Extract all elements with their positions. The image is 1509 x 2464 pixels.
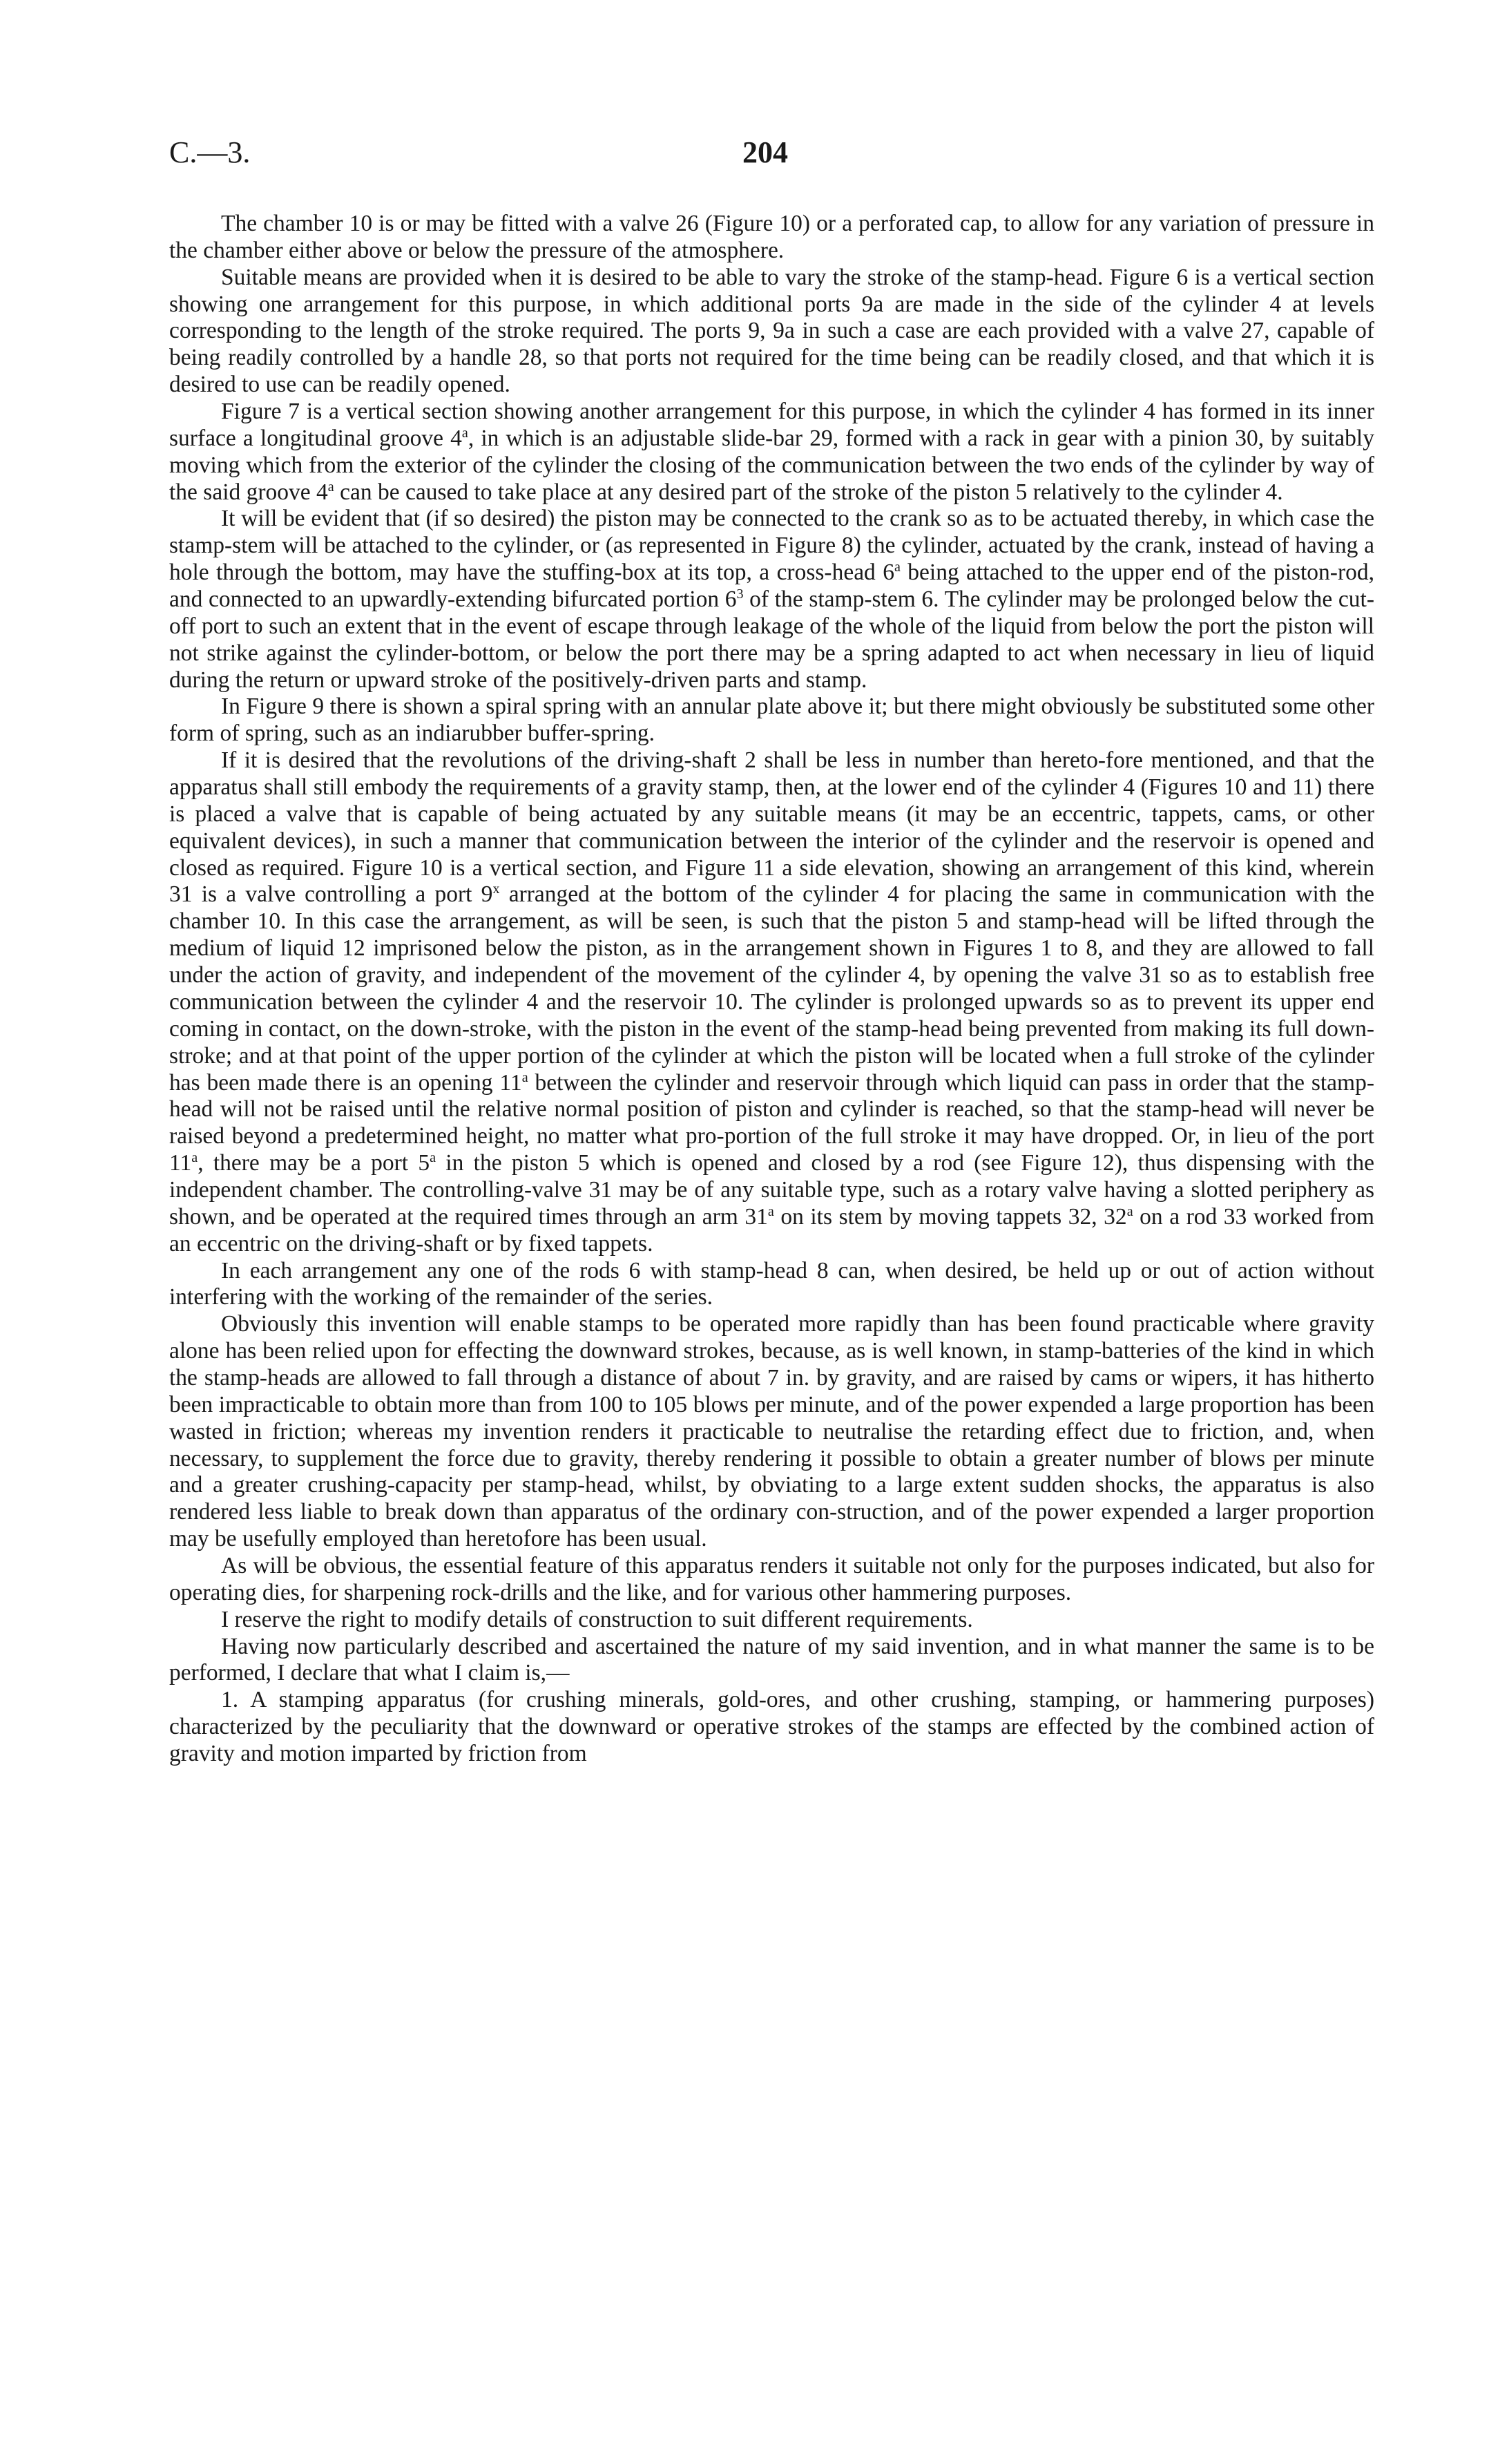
text-segment: The chamber 10 is or may be fitted with a valve 26 (Figure 10) or a perforated cap, to allow for any variation of pressure in the chamber either above or below the pressure of the atmosphere.: [169, 211, 1374, 263]
document-reference: C.—3.: [169, 135, 251, 169]
text-segment: As will be obvious, the essential feature of this apparatus renders it suitable not only for the purposes indicated, but also for operating dies, for sharpening rock-drills and the like, and for various other hammering purposes.: [169, 1552, 1374, 1605]
paragraph: [169, 1634, 1374, 1688]
text-segment: being attached to the upper end of the piston-rod, and connected to an upwardly-extending bifurcated portion 6: [169, 560, 1374, 613]
page-header: [169, 135, 1374, 190]
superscript: a: [1126, 1203, 1133, 1219]
paragraph: [169, 747, 1374, 1257]
paragraph: [169, 694, 1374, 747]
paragraph: [169, 1311, 1374, 1553]
superscript: a: [521, 1069, 528, 1085]
page-number: 204: [742, 135, 788, 169]
text-segment: can be caused to take place at any desired part of the stroke of the piston 5 relatively to the cylinder 4.: [334, 479, 1283, 505]
paragraph: [169, 506, 1374, 694]
text-segment: Suitable means are provided when it is desired to be able to vary the stroke of the stamp-head. Figure 6 is a vertical section showing one arrangement for this purpose, in which additional ports 9a are made in the side of the cylinder 4 at levels corresponding to the length of the stroke required. The ports 9, 9a in such a case are each provided with a valve 27, capable of being readily controlled by a handle 28, so that ports not required for the time being can be readily closed, and that which it is desired to use can be readily opened.: [169, 264, 1374, 398]
text-segment: In Figure 9 there is shown a spiral spring with an annular plate above it; but there might obviously be substituted some other form of spring, such as an indiarubber buffer-spring.: [169, 694, 1374, 747]
superscript: 3: [736, 586, 744, 602]
text-segment: of the stamp-stem 6. The cylinder may be prolonged below the cut-off port to such an extent that in the event of escape through leakage of the whole of the liquid from below the port the piston will not strike against the cylinder-bottom, or below the port there may be a spring adapted to act when necessary in lieu of liquid during the return or upward stroke of the positively-driven parts and stamp.: [169, 586, 1374, 693]
text-segment: Figure 7 is a vertical section showing another arrangement for this purpose, in which the cylinder 4 has formed in its inner surface a longitudinal groove 4: [169, 399, 1374, 451]
paragraph: [169, 1258, 1374, 1312]
text-segment: Obviously this invention will enable stamps to be operated more rapidly than has been found practicable where gravity alone has been relied upon for effecting the downward strokes, because, as is well known, in stamp-batteries of the kind in which the stamp-heads are allowed to fall through a distance of about 7 in. by gravity, and are raised by cams or wipers, it has hitherto been impracticable to obtain more than from 100 to 105 blows per minute, and of the power expended a large proportion has been wasted in friction; whereas my invention renders it practicable to neutralise the retarding effect due to friction, and, when necessary, to supplement the force due to gravity, thereby rendering it possible to obtain a greater number of blows per minute and a greater crushing-capacity per stamp-head, whilst, by obviating to a large extent sudden shocks, the apparatus is also rendered less liable to break down than apparatus of the ordinary con-struction, and of the power expended a larger proportion may be usefully employed than heretofore has been usual.: [169, 1311, 1374, 1552]
superscript: a: [191, 1149, 198, 1165]
text-segment: , there may be a port 5: [198, 1150, 430, 1176]
paragraph: [169, 1553, 1374, 1607]
text-segment: between the cylinder and reservoir through which liquid can pass in order that the stamp-head will not be raised until the relative normal position of piston and cylinder is reached, so that the stamp-head will never be raised beyond a predetermined height, no matter what pro-portion of the full stroke it may have dropped. Or, in lieu of the port 11: [169, 1069, 1374, 1176]
paragraph: [169, 211, 1374, 265]
text-segment: on a rod 33 worked from an eccentric on the driving-shaft or by fixed tappets.: [169, 1203, 1374, 1257]
superscript: a: [430, 1149, 436, 1165]
text-segment: I reserve the right to modify details of construction to suit different requirements.: [221, 1606, 973, 1632]
text-segment: In each arrangement any one of the rods 6 with stamp-head 8 can, when desired, be held up or out of action without interfering with the working of the remainder of the series.: [169, 1257, 1374, 1310]
text-segment: arranged at the bottom of the cylinder 4 for placing the same in communication with the chamber 10. In this case the arrangement, as will be seen, is such that the piston 5 and stamp-head will be lifted through the medium of liquid 12 imprisoned below the piston, as in the arrangement shown in Figures 1 to 8, and they are allowed to fall under the action of gravity, and independent of the movement of the cylinder 4, by opening the valve 31 so as to establish free communication between the cylinder 4 and the reservoir 10. The cylinder is prolonged upwards so as to prevent its upper end coming in contact, on the down-stroke, with the piston in the event of the stamp-head being prevented from making its full down-stroke; and at that point of the upper portion of the cylinder at which the piston will be located when a full stroke of the cylinder has been made there is an opening 11: [169, 881, 1374, 1096]
text-segment: It will be evident that (if so desired) the piston may be connected to the crank so as to be actuated thereby, in which case the stamp-stem will be attached to the cylinder, or (as represented in Figure 8) the cylinder, actuated by the crank, instead of having a hole through the bottom, may have the stuffing-box at its top, a cross-head 6: [169, 506, 1374, 586]
paragraph: [169, 399, 1374, 506]
text-segment: on its stem by moving tappets 32, 32: [773, 1203, 1127, 1230]
paragraph: [169, 1687, 1374, 1768]
text-segment: 1. A stamping apparatus (for crushing minerals, gold-ores, and other crushing, stamping, or hammering purposes) characterized by the peculiarity that the downward or operative strokes of the stamps are effected by the combined action of gravity and motion imparted by friction from: [169, 1687, 1374, 1766]
paragraph: [169, 1607, 1374, 1634]
paragraph: [169, 265, 1374, 399]
superscript: a: [767, 1203, 774, 1219]
superscript: a: [894, 560, 901, 575]
superscript: x: [492, 881, 500, 897]
text-segment: in the piston 5 which is opened and closed by a rod (see Figure 12), thus dispensing with the independent chamber. The controlling-valve 31 may be of any suitable type, such as a rotary valve having a slotted periphery as shown, and be operated at the required times through an arm 31: [169, 1150, 1375, 1230]
text-segment: , in which is an adjustable slide-bar 29, formed with a rack in gear with a pinion 30, by suitably moving which from the exterior of the cylinder the closing of the communication between the two ends of the cylinder by way of the said groove 4: [169, 425, 1374, 505]
body-text: [169, 211, 1374, 1768]
text-segment: If it is desired that the revolutions of the driving-shaft 2 shall be less in number than hereto-fore mentioned, and that the apparatus shall still embody the requirements of a gravity stamp, then, at the lower end of the cylinder 4 (Figures 10 and 11) there is placed a valve that is capable of being actuated by any suitable means (it may be an eccentric, tappets, cams, or other equivalent devices), in such a manner that communication between the interior of the cylinder and the reservoir is opened and closed as required. Figure 10 is a vertical section, and Figure 11 a side elevation, showing an arrangement of this kind, wherein 31 is a valve controlling a port 9: [169, 747, 1374, 908]
superscript: a: [327, 479, 334, 495]
text-segment: Having now particularly described and ascertained the nature of my said invention, and in what manner the same is to be performed, I declare that what I claim is,—: [169, 1633, 1374, 1686]
superscript: a: [461, 425, 468, 441]
